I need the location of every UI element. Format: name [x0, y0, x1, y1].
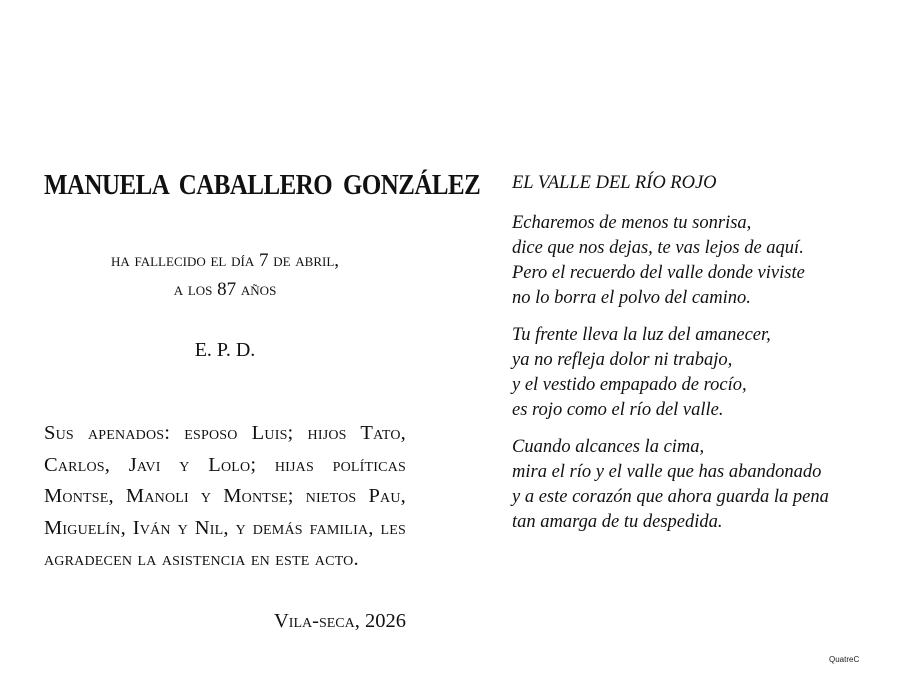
- poem-line: Echaremos de menos tu sonrisa,: [512, 213, 752, 233]
- poem-line: es rojo como el río del valle.: [512, 400, 724, 420]
- deceased-name: MANUELA CABALLERO GONZÁLEZ: [44, 169, 481, 201]
- poem-line: mira el río y el valle que has abandonado: [512, 462, 822, 482]
- poem-line: y el vestido empapado de rocío,: [512, 375, 747, 395]
- poem-panel: [512, 172, 852, 547]
- place-date: Vila-seca, 2026: [274, 610, 406, 632]
- poem-stanza: [512, 211, 852, 311]
- poem-line: Pero el recuerdo del valle donde viviste: [512, 263, 805, 283]
- memorial-left-panel: [44, 168, 481, 632]
- poem-line: Tu frente lleva la luz del amanecer,: [512, 325, 771, 345]
- death-announcement: [44, 246, 406, 304]
- printer-mark: QuatreC: [829, 655, 860, 664]
- poem-line: ya no refleja dolor ni trabajo,: [512, 350, 733, 370]
- poem-title: EL VALLE DEL RÍO ROJO: [512, 173, 717, 193]
- poem-line: y a este corazón que ahora guarda la pena: [512, 487, 829, 507]
- announcement-line: ha fallecido el día 7 de abril,: [110, 250, 340, 271]
- poem-line: tan amarga de tu despedida.: [512, 512, 723, 532]
- poem-stanza: [512, 323, 852, 423]
- family-thanks-text: Sus apenados: esposo Luis; hijos Tato, Carlos, Javi y Lolo; hijas políticas Montse, Manoli y Montse; nietos Pau, Miguelín, Iván y Nil, y demás familia, les agradecen la asistencia en este acto.: [44, 422, 406, 570]
- epd-text: E. P. D.: [194, 339, 256, 361]
- poem-stanza: [512, 435, 852, 535]
- announcement-line: a los 87 años: [173, 279, 277, 300]
- poem-line: no lo borra el polvo del camino.: [512, 288, 751, 308]
- poem-line: Cuando alcances la cima,: [512, 437, 705, 457]
- poem-line: dice que nos dejas, te vas lejos de aquí.: [512, 238, 804, 258]
